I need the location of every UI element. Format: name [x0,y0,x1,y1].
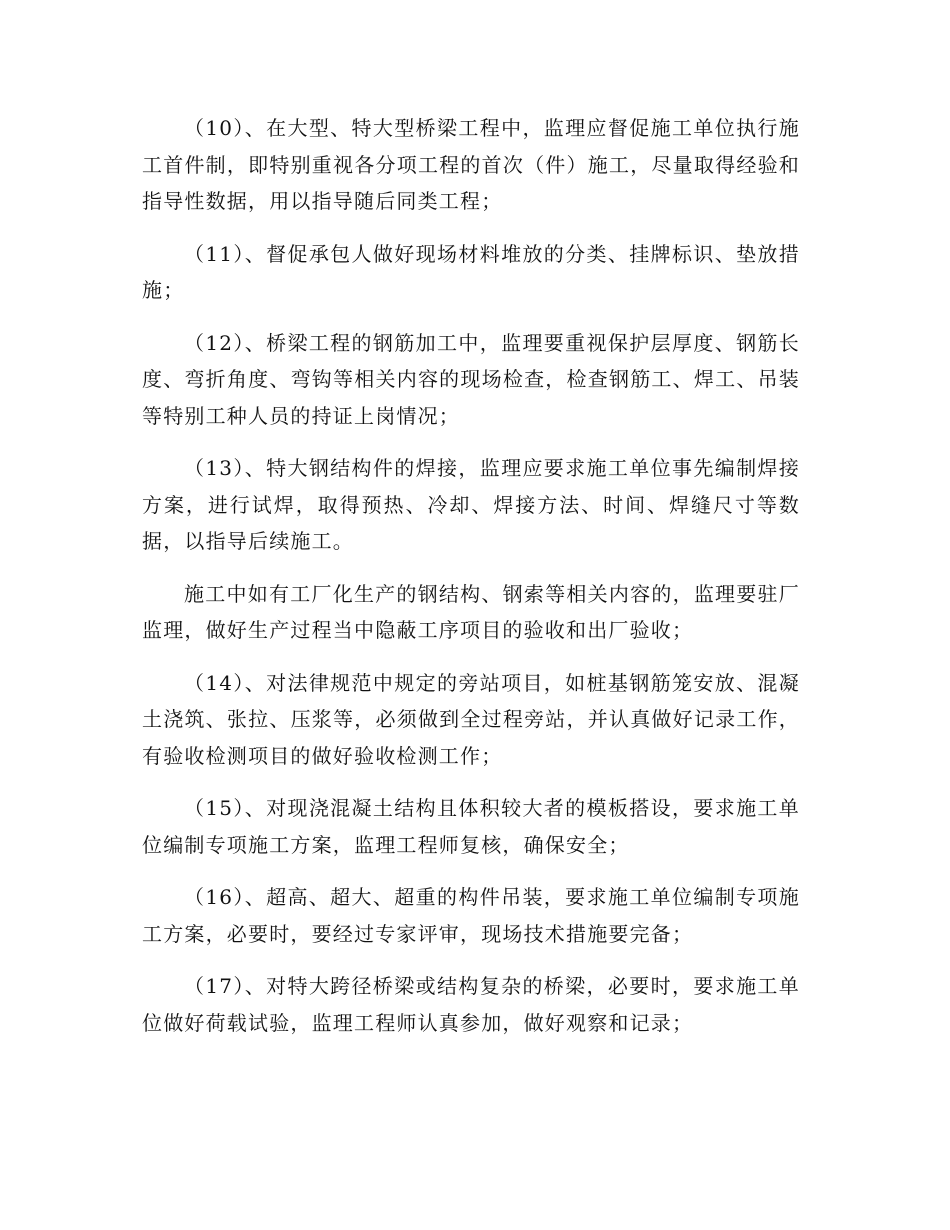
paragraph-item-15: （15）、对现浇混凝土结构且体积较大者的模板搭设，要求施工单位编制专项施工方案，监理工程师复核，确保安全； [142,796,800,857]
paragraph-item-17: （17）、对特大跨径桥梁或结构复杂的桥梁，必要时，要求施工单位做好荷载试验，监理工程师认真参加，做好观察和记录； [142,974,800,1035]
document-body [142,110,800,1057]
paragraph-item-12: （12）、桥梁工程的钢筋加工中，监理要重视保护层厚度、钢筋长度、弯折角度、弯钩等相关内容的现场检查，检查钢筋工、焊工、吊装等特别工种人员的持证上岗情况； [142,330,800,428]
paragraph-item-11: （11）、督促承包人做好现场材料堆放的分类、挂牌标识、垫放措施； [142,241,800,302]
paragraph-item-16: （16）、超高、超大、超重的构件吊装，要求施工单位编制专项施工方案，必要时，要经过专家评审，现场技术措施要完备； [142,885,800,946]
paragraph-factory-supervision: 施工中如有工厂化生产的钢结构、钢索等相关内容的，监理要驻厂监理，做好生产过程当中隐蔽工序项目的验收和出厂验收； [142,581,800,642]
paragraph-item-14: （14）、对法律规范中规定的旁站项目，如桩基钢筋笼安放、混凝土浇筑、张拉、压浆等，必须做到全过程旁站，并认真做好记录工作，有验收检测项目的做好验收检测工作； [142,670,800,768]
paragraph-item-13: （13）、特大钢结构件的焊接，监理应要求施工单位事先编制焊接方案，进行试焊，取得预热、冷却、焊接方法、时间、焊缝尺寸等数据，以指导后续施工。 [142,456,800,553]
paragraph-item-10: （10）、在大型、特大型桥梁工程中，监理应督促施工单位执行施工首件制，即特别重视各分项工程的首次（件）施工，尽量取得经验和指导性数据，用以指导随后同类工程； [142,116,800,213]
